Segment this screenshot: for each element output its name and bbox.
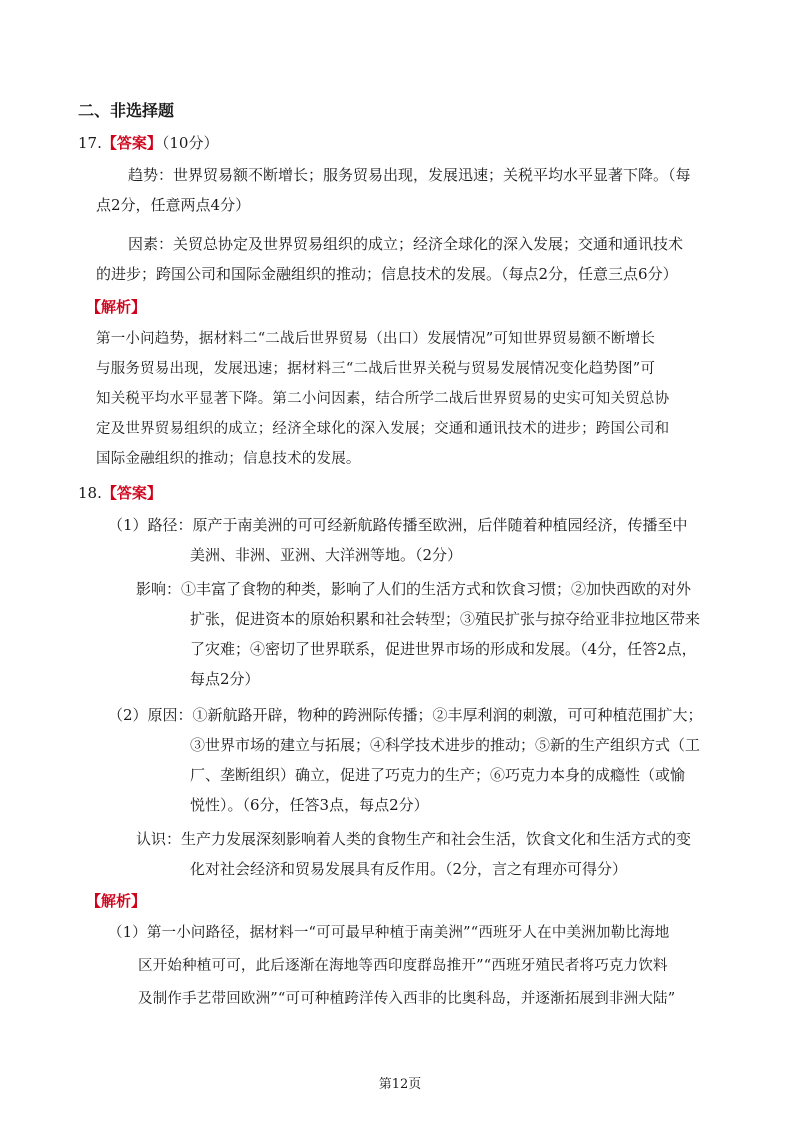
page-number: 第12页 <box>378 1077 422 1092</box>
q17-analysis-line-1: 第一小问趋势，据材料二“二战后世界贸易（出口）发展情况”可知世界贸易额不断增长 <box>96 331 656 347</box>
q18-view-line-2: 化对社会经济和贸易发展具有反作用。（2分，言之有理亦可得分） <box>190 860 628 878</box>
q17-factors-line-2: 的进步；跨国公司和国际金融组织的推动；信息技术的发展。（每点2分，任意三点6分） <box>96 265 678 283</box>
q18-impact-line-4: 每点2分） <box>190 670 260 688</box>
q17-analysis-line-2: 与服务贸易出现，发展迅速；据材料三“二战后世界关税与贸易发展情况变化趋势图”可 <box>96 361 656 377</box>
q17-score: （10分） <box>161 134 219 152</box>
q17-analysis-line-3: 知关税平均水平显著下降。第二小问因素，结合所学二战后世界贸易的史实可知关贸总协 <box>96 391 670 407</box>
q18-analysis-line-1: （1）第一小问路径，据材料一“可可最早种植于南美洲”“西班牙人在中美洲加勒比海地 <box>108 925 670 941</box>
q17-header <box>78 132 218 154</box>
q18-route-line-2: 美洲、非洲、亚洲、大洋洲等地。（2分） <box>190 546 463 564</box>
q18-analysis-line-2: 区开始种植可可，此后逐渐在海地等西印度群岛推开”“西班牙殖民者将巧克力饮料 <box>138 958 668 974</box>
q18-route-line-1: （1）路径：原产于南美洲的可可经新航路传播至欧洲，后伴随着种植园经济，传播至中 <box>108 516 688 534</box>
q18-reason-line-4: 悦性）。（6分，任答3点，每点2分） <box>190 796 429 814</box>
q18-reason-line-1: （2）原因：①新航路开辟，物种的跨洲际传播；②丰厚利润的刺激，可可种植范围扩大； <box>108 706 703 724</box>
q18-view-line-1: 认识：生产力发展深刻影响着人类的食物生产和社会生活，饮食文化和生活方式的变 <box>136 830 692 848</box>
q17-trend-line-2: 点2分，任意两点4分） <box>96 196 251 214</box>
q17-analysis-tag: 【解析】 <box>86 298 147 316</box>
q18-impact-line-2: 扩张，促进资本的原始积累和社会转型；③殖民扩张与掠夺给亚非拉地区带来 <box>190 610 701 628</box>
q18-analysis-tag: 【解析】 <box>86 892 147 910</box>
q18-impact-line-1: 影响：①丰富了食物的种类，影响了人们的生活方式和饮食习惯；②加快西欧的对外 <box>136 580 692 598</box>
q17-analysis-line-4: 定及世界贸易组织的成立；经济全球化的深入发展；交通和通讯技术的进步；跨国公司和 <box>96 421 670 437</box>
q18-answer-tag: 【答案】 <box>101 484 162 502</box>
q18-reason-line-3: 厂、垄断组织）确立，促进了巧克力的生产；⑥巧克力本身的成瘾性（或愉 <box>190 766 686 784</box>
q17-factors-line-1: 因素：关贸总协定及世界贸易组织的成立；经济全球化的深入发展；交通和通讯技术 <box>128 235 684 253</box>
q18-analysis-line-3: 及制作手艺带回欧洲”“可可种植跨洋传入西非的比奥科岛，并逐渐拓展到非洲大陆” <box>138 991 676 1007</box>
q17-answer-tag: 【答案】 <box>101 134 162 152</box>
q18-number: 18. <box>78 484 102 502</box>
q17-number: 17. <box>78 134 102 152</box>
q17-analysis-line-5: 国际金融组织的推动；信息技术的发展。 <box>96 451 361 467</box>
q18-header <box>78 482 162 504</box>
q18-reason-line-2: ③世界市场的建立与拓展；④科学技术进步的推动；⑤新的生产组织方式（工 <box>190 736 701 754</box>
section-title: 二、非选择题 <box>78 101 175 120</box>
q17-trend-line-1: 趋势：世界贸易额不断增长；服务贸易出现，发展迅速；关税平均水平显著下降。（每 <box>128 166 691 184</box>
q18-impact-line-3: 了灾难；④密切了世界联系，促进世界市场的形成和发展。（4分，任答2点， <box>190 640 697 658</box>
